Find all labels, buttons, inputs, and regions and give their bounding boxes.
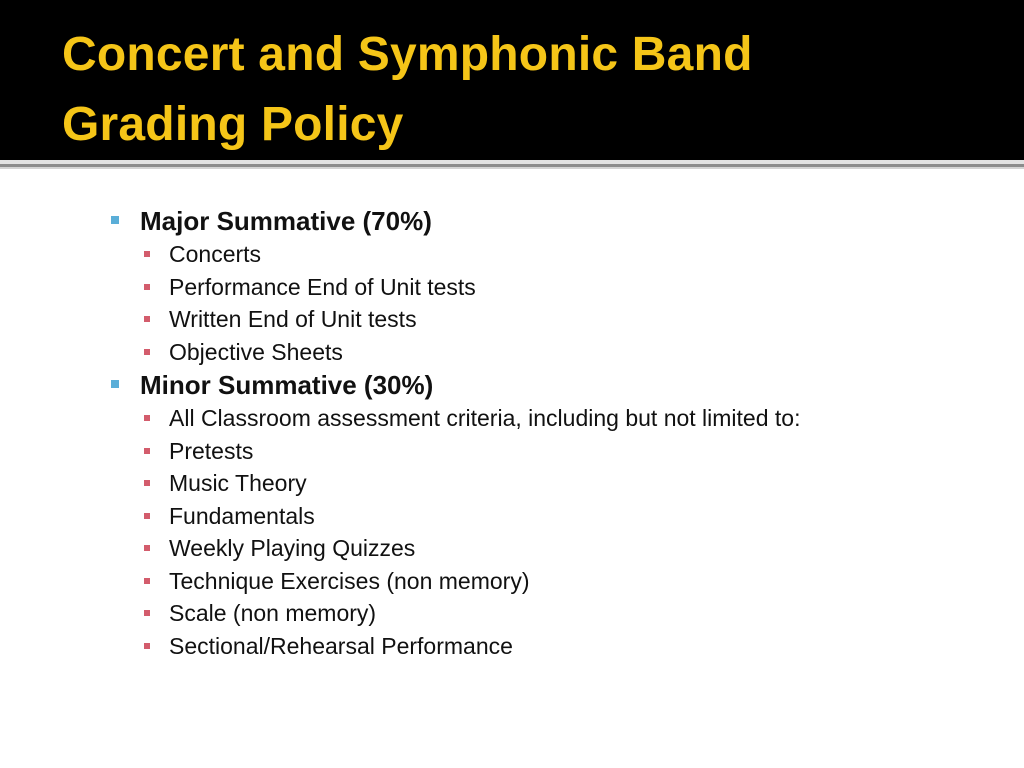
square-bullet-icon [144, 251, 150, 257]
square-bullet-icon [144, 316, 150, 322]
title-bar [0, 0, 1024, 160]
section-heading-text: Minor Summative (30%) [140, 370, 434, 400]
slide-title-line-1: Concert and Symphonic Band [62, 28, 753, 81]
list-item-text: Concerts [169, 241, 262, 267]
slide-title [62, 20, 1002, 160]
section-heading-text: Major Summative (70%) [140, 206, 432, 236]
list-item-text: Weekly Playing Quizzes [169, 535, 416, 561]
slide-title-line-2: Grading Policy [62, 98, 404, 151]
list-item-text: Written End of Unit tests [169, 306, 417, 332]
square-bullet-icon [144, 578, 150, 584]
square-bullet-icon [144, 643, 150, 649]
list-item-text: Technique Exercises (non memory) [169, 567, 530, 594]
square-bullet-icon [144, 513, 150, 519]
square-bullet-icon [144, 480, 150, 486]
section-heading-minor-summative [108, 368, 988, 402]
list-item-text: All Classroom assessment criteria, including but not limited to: [169, 405, 801, 431]
list-item [108, 336, 988, 369]
square-bullet-icon [144, 284, 150, 290]
list-item [108, 532, 988, 565]
list-item-text: Scale (non memory) [169, 600, 377, 626]
list-item [108, 402, 988, 435]
list-item [108, 565, 988, 598]
list-item-text: Sectional/Rehearsal Performance [169, 632, 513, 659]
list-item-text: Objective Sheets [169, 338, 343, 365]
square-bullet-icon [144, 610, 150, 616]
list-item [108, 467, 988, 500]
square-bullet-icon [144, 448, 150, 454]
list-item [108, 500, 988, 533]
title-divider-shadow [0, 167, 1024, 169]
list-item [108, 271, 988, 304]
list-item-text: Pretests [169, 437, 254, 464]
list-item-text: Fundamentals [169, 502, 315, 529]
square-bullet-icon [111, 216, 119, 224]
list-item [108, 238, 988, 271]
list-item [108, 597, 988, 630]
square-bullet-icon [144, 415, 150, 421]
list-item [108, 435, 988, 468]
list-item-text: Performance End of Unit tests [169, 273, 476, 300]
slide-body [108, 204, 988, 662]
section-heading-major-summative [108, 204, 988, 238]
list-item [108, 630, 988, 663]
square-bullet-icon [111, 380, 119, 388]
square-bullet-icon [144, 545, 150, 551]
list-item [108, 303, 988, 336]
list-item-text: Music Theory [169, 470, 307, 496]
square-bullet-icon [144, 349, 150, 355]
